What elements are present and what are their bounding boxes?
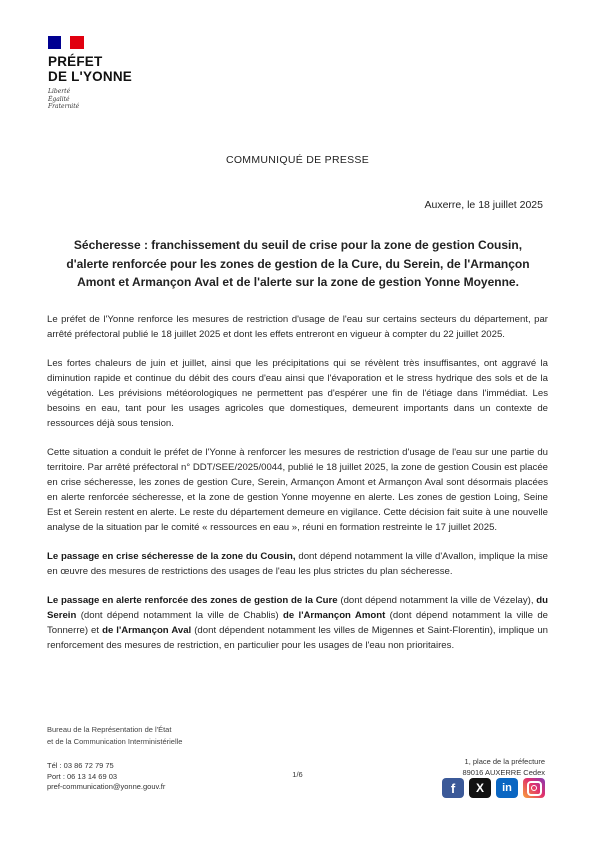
paragraph-5-bold-armancon-aval: de l'Armançon Aval [102, 625, 192, 636]
paragraph-2: Les fortes chaleurs de juin et juillet, ainsi que les précipitations qui se révèlent très insuffisantes, ont aggravé la diminution rapide et continue du débit des cours d'eau ainsi que l'évaporation et le stress hydrique des sols et de la végétation. Les prévisions météorologiques ne permettent pas d'espérer une fin de l'étiage dans l'immédiat. Les besoins en eau, tant pour les usages agricoles que domestiques, demeurent importants dans un contexte de ressources déjà sous tension. [47, 358, 548, 429]
motto-liberte: Liberté [48, 88, 71, 95]
republic-motto [48, 88, 158, 111]
flag-white-band [61, 36, 70, 49]
mobile-number: Port : 06 13 14 69 03 [47, 771, 118, 781]
motto-fraternite: Fraternité [48, 103, 80, 110]
paragraph-5-text-1: (dont dépend notamment la ville de Vézelay), [337, 595, 537, 606]
paragraph-5-text-4: (dont dépendent notamment les villes de Migennes et Saint-Florentin), implique un renforcement des mesures de restriction, en particulier pour les usages de l'eau non prioritaires. [47, 625, 548, 651]
paragraph-5-bold-armancon-amont: de l'Armançon Amont [282, 610, 386, 621]
prefet-line-1: PRÉFET [48, 54, 103, 69]
press-release-headline: Sécheresse : franchissement du seuil de crise pour la zone de gestion Cousin, d'alerte renforcée pour les zones de gestion de la Cure, du Serein, de l'Armançon Amont et Armançon Aval et de l'alerte sur la zone de gestion Yonne Moyenne. [66, 238, 530, 289]
paragraph-5-text-3: (dont dépend notamment la ville de Tonnerre) et [47, 610, 548, 636]
paragraph-4-text: dont dépend notamment la ville d'Avallon, implique la mise en œuvre des mesures de restrictions des usages de l'eau les plus strictes du plan sécheresse. [47, 551, 548, 577]
prefet-line-2: DE L'YONNE [48, 69, 132, 84]
footer-contact-block [47, 724, 182, 793]
instagram-icon[interactable] [523, 778, 545, 798]
french-flag-icon [48, 36, 84, 49]
paragraph-5-bold-cure: Le passage en alerte renforcée des zones de gestion de la Cure [47, 595, 338, 606]
instagram-camera-glyph [527, 781, 542, 796]
contact-email-link[interactable]: pref-communication@yonne.gouv.fr [47, 782, 166, 791]
page-number: 1/6 [292, 770, 303, 779]
address-line-1: 1, place de la préfecture [464, 757, 545, 766]
paragraph-5 [47, 593, 548, 653]
press-release-body [47, 312, 548, 667]
postal-address [462, 757, 545, 778]
paragraph-5-text-2: (dont dépend notamment la ville de Chablis) [76, 610, 283, 621]
paragraph-3: Cette situation a conduit le préfet de l'Yonne à renforcer les mesures de restriction d'usage de l'eau sur une partie du territoire. Par arrêté préfectoral n° DDT/SEE/2025/0044, publié le 18 juillet 2025, la zone de gestion Cousin est placée en crise sécheresse, les zones de gestion Cure, Serein, Armançon Amont et Armançon Aval sont désormais placées en alerte renforcée sécheresse, et la zone de gestion Yonne moyenne en alerte. Les zones de gestion Loing, Seine Est et Serein restent en alerte. Le reste du département demeure en vigilance. Cette décision fait suite à une nouvelle analyse de la situation par le comité « ressources en eau », réuni en formation restreinte le 17 juillet 2025. [47, 447, 548, 533]
flag-blue-band [48, 36, 61, 49]
address-line-2: 89016 AUXERRE Cedex [462, 767, 545, 777]
paragraph-5-bold-serein: du Serein [47, 595, 548, 621]
bureau-line-2: et de la Communication Interministérielle [47, 736, 183, 746]
facebook-icon[interactable]: f [442, 778, 464, 798]
paragraph-1: Le préfet de l'Yonne renforce les mesures de restriction d'usage de l'eau sur certains secteurs du département, par arrêté préfectoral publié le 18 juillet 2025 et dont les effets entreront en vigueur à compter du 22 juillet 2025. [47, 314, 548, 340]
paragraph-4 [47, 549, 548, 579]
bureau-line-1: Bureau de la Représentation de l'État [47, 725, 172, 734]
prefet-title [48, 54, 158, 84]
x-icon[interactable]: X [469, 778, 491, 798]
motto-egalite: Égalité [48, 95, 70, 103]
linkedin-icon[interactable]: in [496, 778, 518, 798]
dateline: Auxerre, le 18 juillet 2025 [424, 199, 543, 211]
prefecture-logo [48, 36, 158, 111]
document-kind: COMMUNIQUÉ DE PRESSE [225, 154, 370, 166]
phone-number: Tél : 03 86 72 79 75 [47, 761, 114, 770]
social-links [442, 778, 545, 798]
flag-red-band [70, 36, 84, 49]
paragraph-4-bold: Le passage en crise sécheresse de la zone du Cousin, [47, 551, 296, 562]
